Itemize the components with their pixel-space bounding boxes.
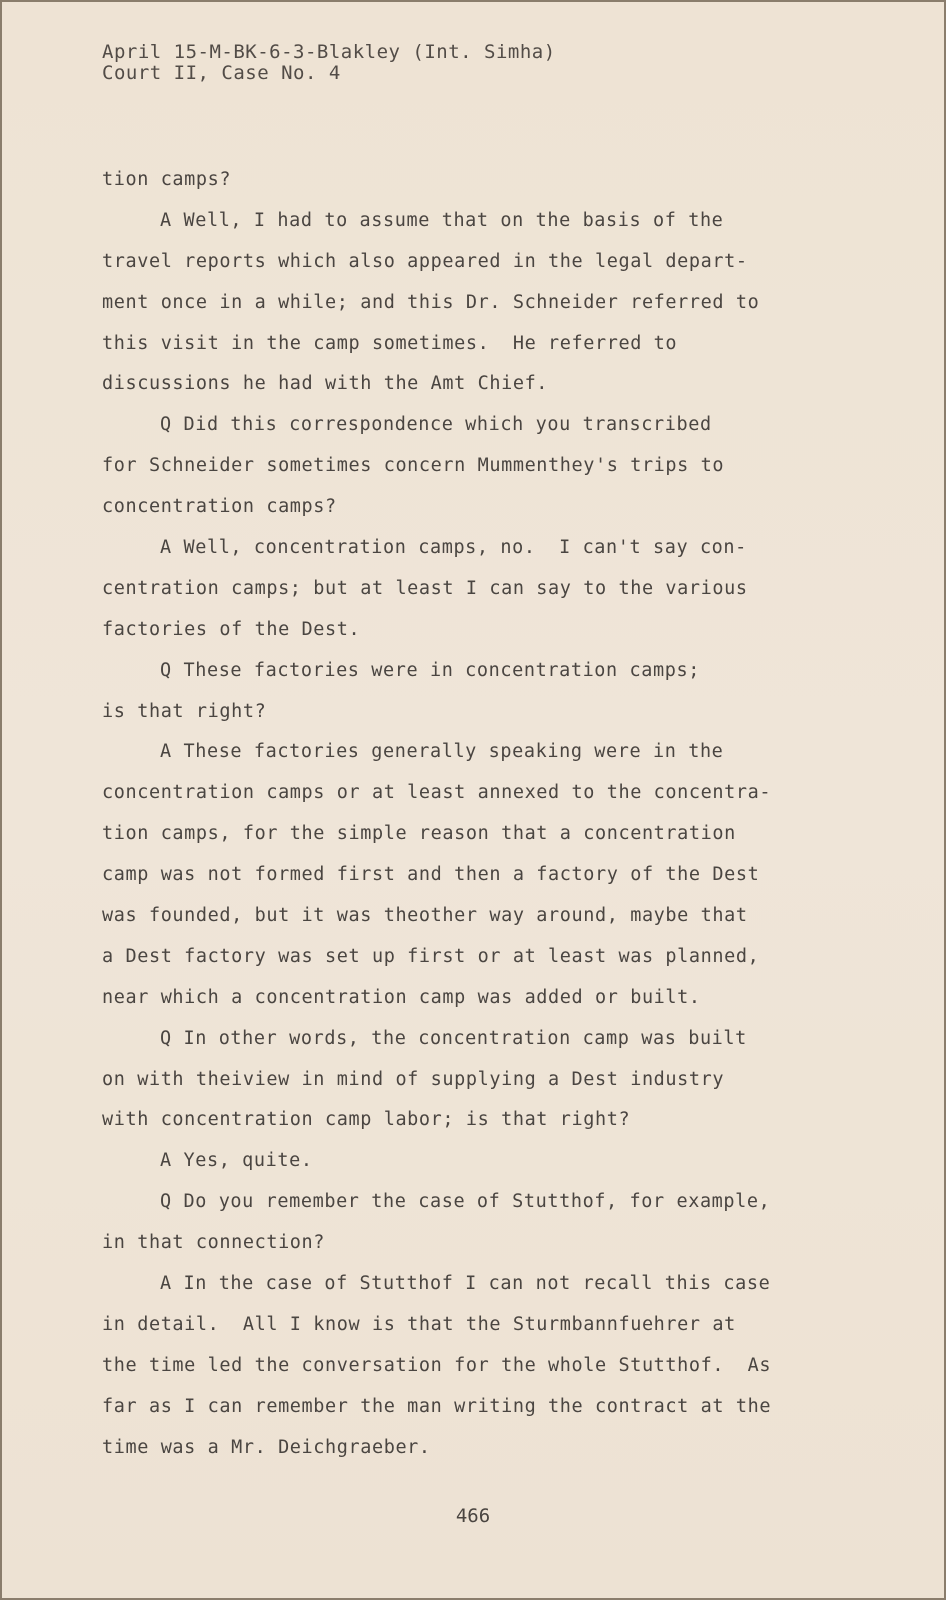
- transcript-body: [102, 160, 822, 1469]
- question-line: Q These factories were in concentration camps;: [160, 659, 700, 681]
- text-line: travel reports which also appeared in the legal depart-: [102, 250, 748, 272]
- question-line: Q Did this correspondence which you transcribed: [160, 414, 712, 436]
- text-line: with concentration camp labor; is that right?: [102, 1109, 631, 1131]
- text-line: near which a concentration camp was added or built.: [102, 986, 701, 1008]
- text-line: discussions he had with the Amt Chief.: [102, 373, 549, 395]
- text-line: on with theiview in mind of supplying a Dest industry: [102, 1068, 725, 1090]
- text-line: a Dest factory was set up first or at least was planned,: [102, 945, 760, 967]
- header-line-2: Court II, Case No. 4: [102, 62, 341, 84]
- document-header: [102, 42, 556, 84]
- text-line: the time led the conversation for the whole Stutthof. As: [102, 1354, 772, 1376]
- answer-line: A These factories generally speaking were in the: [160, 741, 724, 763]
- question-line: Q Do you remember the case of Stutthof, for example,: [160, 1191, 771, 1213]
- answer-line: A Well, concentration camps, no. I can't say con-: [160, 537, 747, 559]
- text-line: time was a Mr. Deichgraeber.: [102, 1436, 431, 1458]
- text-line: is that right?: [102, 700, 267, 722]
- text-line: in detail. All I know is that the Sturmbannfuehrer at: [102, 1313, 736, 1335]
- text-line: for Schneider sometimes concern Mummenthey's trips to: [102, 455, 725, 477]
- text-line: tion camps, for the simple reason that a concentration: [102, 823, 736, 845]
- text-line: concentration camps or at least annexed to the concentra-: [102, 782, 772, 804]
- text-line: this visit in the camp sometimes. He referred to: [102, 332, 678, 354]
- text-line: tion camps?: [102, 169, 232, 190]
- text-line: in that connection?: [102, 1232, 326, 1254]
- text-line: far as I can remember the man writing the contract at the: [102, 1395, 772, 1417]
- text-line: camp was not formed first and then a factory of the Dest: [102, 864, 760, 886]
- answer-line: A Yes, quite.: [160, 1150, 313, 1172]
- text-line: centration camps; but at least I can say to the various: [102, 577, 748, 599]
- text-line: factories of the Dest.: [102, 618, 361, 640]
- answer-line: A Well, I had to assume that on the basis of the: [160, 209, 724, 231]
- text-line: was founded, but it was theother way around, maybe that: [102, 905, 748, 927]
- header-line-1: April 15-M-BK-6-3-Blakley (Int. Simha): [102, 41, 556, 63]
- answer-line: A In the case of Stutthof I can not recall this case: [160, 1273, 771, 1295]
- text-line: ment once in a while; and this Dr. Schneider referred to: [102, 291, 760, 313]
- page-number: 466: [455, 1505, 491, 1527]
- text-line: concentration camps?: [102, 496, 337, 518]
- question-line: Q In other words, the concentration camp was built: [160, 1027, 747, 1049]
